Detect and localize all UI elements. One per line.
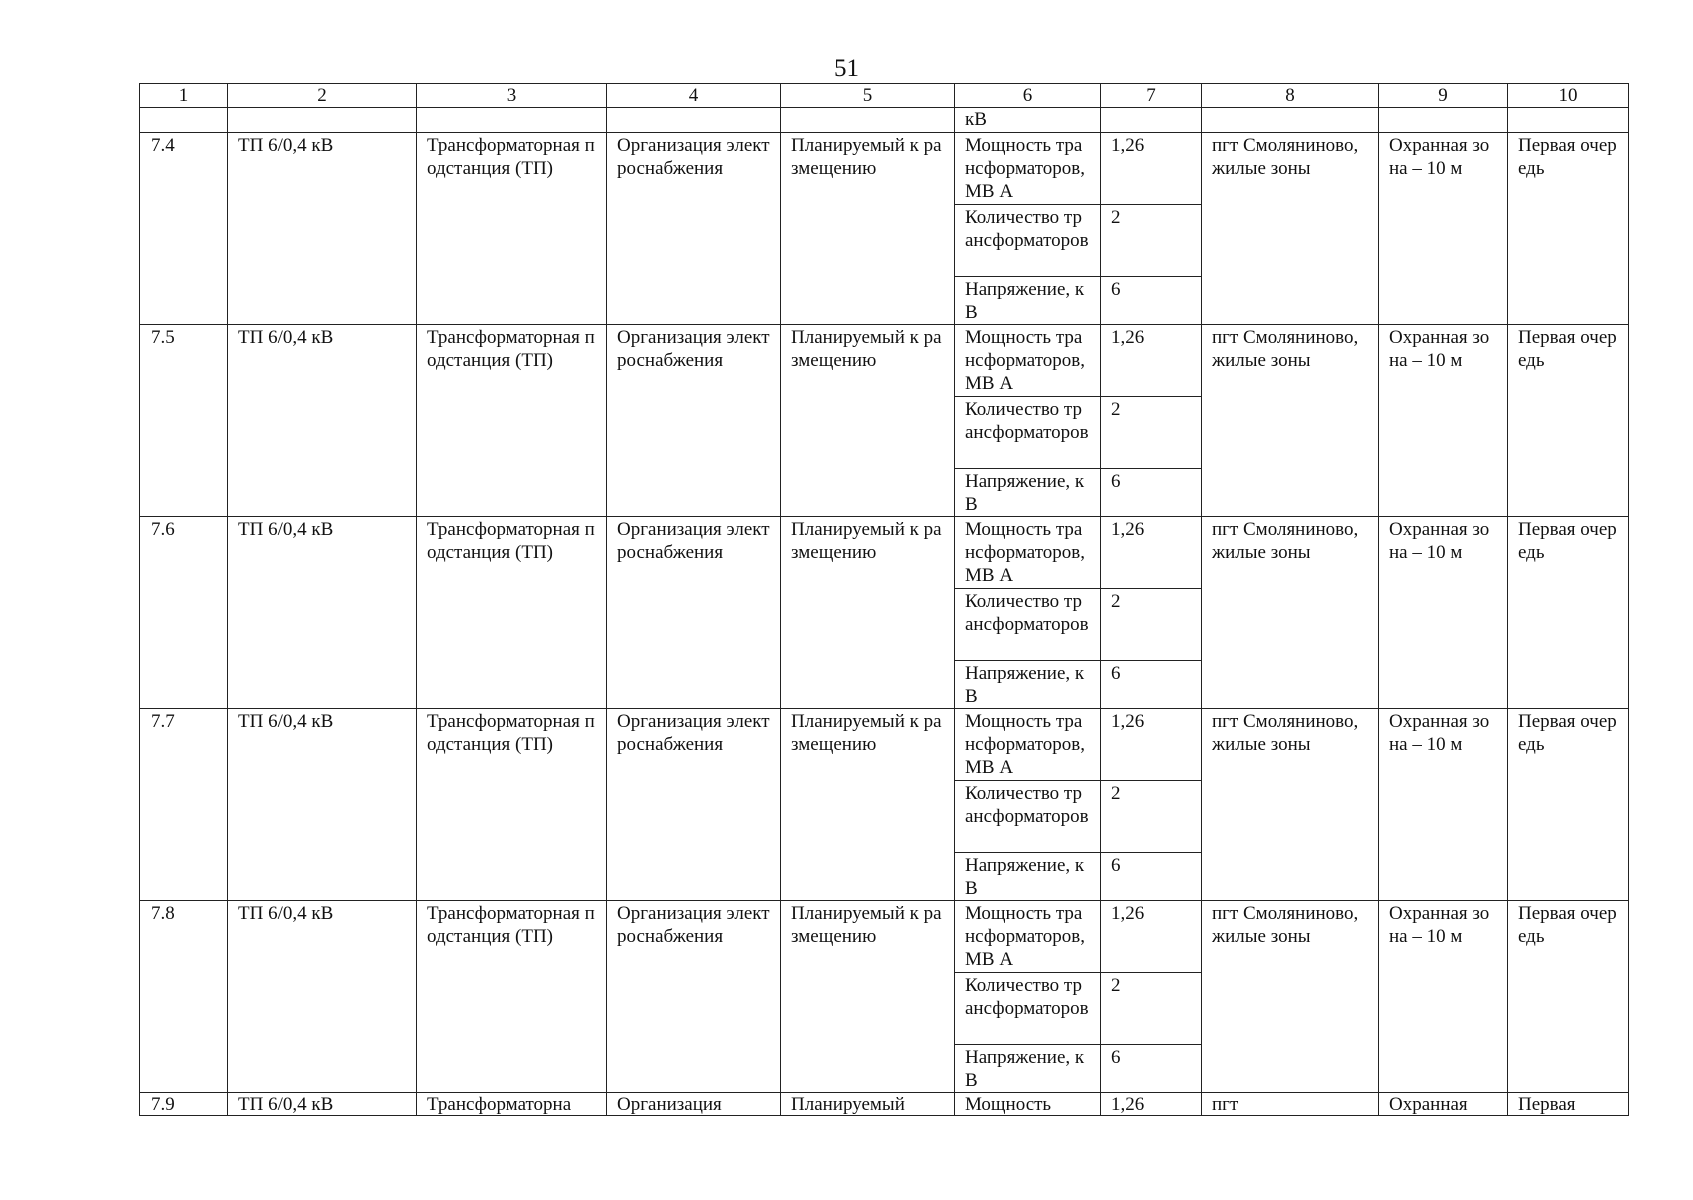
column-number: 2 xyxy=(228,84,417,108)
empty-cell xyxy=(1379,108,1508,133)
column-number: 6 xyxy=(955,84,1101,108)
param-value-cell: 1,26 xyxy=(1101,901,1202,973)
param-label-cell: Количество трансформаторов xyxy=(955,205,1101,277)
table-row xyxy=(140,517,1629,589)
column-number: 8 xyxy=(1202,84,1379,108)
table-row xyxy=(140,325,1629,397)
param-label-cell: Мощность трансформаторов, МВ А xyxy=(955,709,1101,781)
param-value-cell: 2 xyxy=(1101,781,1202,853)
column-number: 10 xyxy=(1508,84,1629,108)
facility-type-cell: Трансформаторная подстанция (ТП) xyxy=(417,901,607,1093)
param-value-cell: 1,26 xyxy=(1101,1093,1202,1116)
empty-cell xyxy=(1202,108,1379,133)
empty-cell xyxy=(1101,108,1202,133)
param-label-cell: Напряжение, кВ xyxy=(955,661,1101,709)
facility-type-cell: Трансформаторная подстанция (ТП) xyxy=(417,709,607,901)
location-cell: пгт Смоляниново, жилые зоны xyxy=(1202,517,1379,709)
param-value-cell: 6 xyxy=(1101,277,1202,325)
page-number: 51 xyxy=(834,55,859,82)
param-label-cell: Напряжение, кВ xyxy=(955,1045,1101,1093)
column-number-row xyxy=(140,84,1629,108)
param-label-cell: Мощность трансформаторов, МВ А xyxy=(955,325,1101,397)
column-number: 1 xyxy=(140,84,228,108)
param-value-cell: 2 xyxy=(1101,589,1202,661)
purpose-cell: Организация xyxy=(607,1093,781,1116)
stage-cell: Первая xyxy=(1508,1093,1629,1116)
empty-cell xyxy=(607,108,781,133)
column-number: 5 xyxy=(781,84,955,108)
stage-cell: Первая очередь xyxy=(1508,517,1629,709)
facilities-table xyxy=(139,83,1629,1116)
status-cell: Планируемый к размещению xyxy=(781,709,955,901)
row-number-cell: 7.8 xyxy=(140,901,228,1093)
empty-cell xyxy=(1508,108,1629,133)
param-label-cell: Количество трансформаторов xyxy=(955,397,1101,469)
location-cell: пгт xyxy=(1202,1093,1379,1116)
row-number-cell: 7.6 xyxy=(140,517,228,709)
column-number: 9 xyxy=(1379,84,1508,108)
row-number-cell: 7.5 xyxy=(140,325,228,517)
param-label-cell: Количество трансформаторов xyxy=(955,781,1101,853)
facility-type-cell: Трансформаторная подстанция (ТП) xyxy=(417,133,607,325)
param-label-cell: Напряжение, кВ xyxy=(955,853,1101,901)
stage-cell: Первая очередь xyxy=(1508,133,1629,325)
purpose-cell: Организация электроснабжения xyxy=(607,709,781,901)
param-label-cell: Мощность трансформаторов, МВ А xyxy=(955,133,1101,205)
param-value-cell: 1,26 xyxy=(1101,133,1202,205)
param-value-cell: 1,26 xyxy=(1101,325,1202,397)
facility-name-cell: ТП 6/0,4 кВ xyxy=(228,517,417,709)
zone-cell: Охранная зона – 10 м xyxy=(1379,709,1508,901)
continuation-row xyxy=(140,108,1629,133)
param-label-cell: Мощность трансформаторов, МВ А xyxy=(955,901,1101,973)
param-value-cell: 1,26 xyxy=(1101,517,1202,589)
empty-cell xyxy=(417,108,607,133)
param-value-cell: 6 xyxy=(1101,469,1202,517)
column-number: 7 xyxy=(1101,84,1202,108)
facility-name-cell: ТП 6/0,4 кВ xyxy=(228,901,417,1093)
param-label-cell: Мощность xyxy=(955,1093,1101,1116)
zone-cell: Охранная xyxy=(1379,1093,1508,1116)
location-cell: пгт Смоляниново, жилые зоны xyxy=(1202,709,1379,901)
status-cell: Планируемый к размещению xyxy=(781,517,955,709)
facility-name-cell: ТП 6/0,4 кВ xyxy=(228,1093,417,1116)
table-row xyxy=(140,709,1629,781)
param-value-cell: 6 xyxy=(1101,1045,1202,1093)
param-value-cell: 6 xyxy=(1101,661,1202,709)
zone-cell: Охранная зона – 10 м xyxy=(1379,133,1508,325)
empty-cell xyxy=(140,108,228,133)
purpose-cell: Организация электроснабжения xyxy=(607,133,781,325)
status-cell: Планируемый к размещению xyxy=(781,133,955,325)
param-value-cell: 2 xyxy=(1101,973,1202,1045)
purpose-cell: Организация электроснабжения xyxy=(607,517,781,709)
facility-name-cell: ТП 6/0,4 кВ xyxy=(228,133,417,325)
status-cell: Планируемый к размещению xyxy=(781,901,955,1093)
facility-type-cell: Трансформаторная подстанция (ТП) xyxy=(417,517,607,709)
column-number: 3 xyxy=(417,84,607,108)
param-label-cell: кВ xyxy=(955,108,1101,133)
location-cell: пгт Смоляниново, жилые зоны xyxy=(1202,325,1379,517)
param-value-cell: 2 xyxy=(1101,205,1202,277)
param-label-cell: Напряжение, кВ xyxy=(955,277,1101,325)
empty-cell xyxy=(228,108,417,133)
purpose-cell: Организация электроснабжения xyxy=(607,325,781,517)
param-value-cell: 2 xyxy=(1101,397,1202,469)
stage-cell: Первая очередь xyxy=(1508,325,1629,517)
empty-cell xyxy=(781,108,955,133)
row-number-cell: 7.4 xyxy=(140,133,228,325)
table-row-partial xyxy=(140,1093,1629,1116)
column-number: 4 xyxy=(607,84,781,108)
zone-cell: Охранная зона – 10 м xyxy=(1379,517,1508,709)
param-value-cell: 6 xyxy=(1101,853,1202,901)
facility-name-cell: ТП 6/0,4 кВ xyxy=(228,325,417,517)
param-value-cell: 1,26 xyxy=(1101,709,1202,781)
facility-type-cell: Трансформаторна xyxy=(417,1093,607,1116)
table-row xyxy=(140,901,1629,973)
purpose-cell: Организация электроснабжения xyxy=(607,901,781,1093)
facility-type-cell: Трансформаторная подстанция (ТП) xyxy=(417,325,607,517)
zone-cell: Охранная зона – 10 м xyxy=(1379,901,1508,1093)
row-number-cell: 7.7 xyxy=(140,709,228,901)
location-cell: пгт Смоляниново, жилые зоны xyxy=(1202,133,1379,325)
facility-name-cell: ТП 6/0,4 кВ xyxy=(228,709,417,901)
location-cell: пгт Смоляниново, жилые зоны xyxy=(1202,901,1379,1093)
table-row xyxy=(140,133,1629,205)
param-label-cell: Количество трансформаторов xyxy=(955,973,1101,1045)
param-label-cell: Мощность трансформаторов, МВ А xyxy=(955,517,1101,589)
status-cell: Планируемый к размещению xyxy=(781,325,955,517)
stage-cell: Первая очередь xyxy=(1508,901,1629,1093)
param-label-cell: Количество трансформаторов xyxy=(955,589,1101,661)
param-label-cell: Напряжение, кВ xyxy=(955,469,1101,517)
zone-cell: Охранная зона – 10 м xyxy=(1379,325,1508,517)
stage-cell: Первая очередь xyxy=(1508,709,1629,901)
status-cell: Планируемый xyxy=(781,1093,955,1116)
row-number-cell: 7.9 xyxy=(140,1093,228,1116)
